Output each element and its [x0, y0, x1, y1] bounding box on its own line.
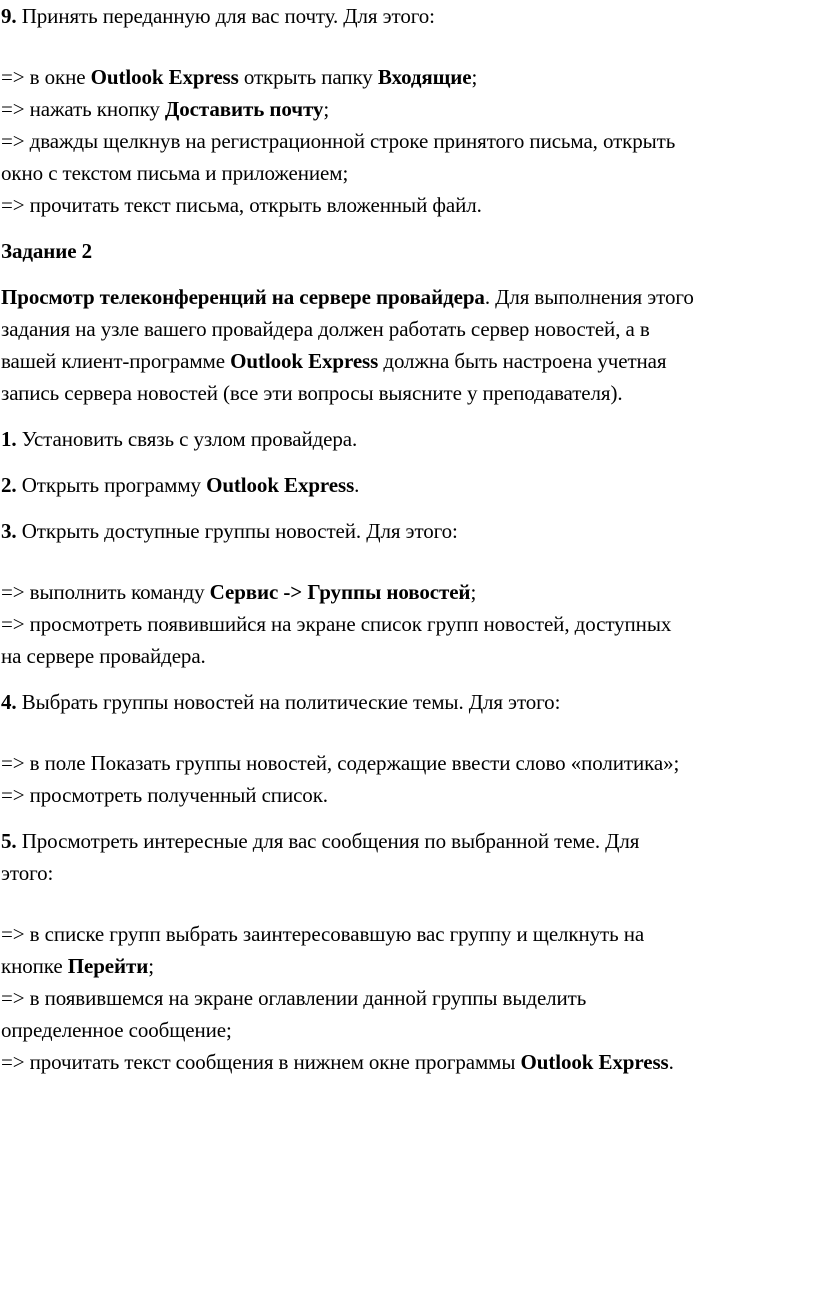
task2-step5-cont: этого:	[1, 861, 54, 885]
step9-item-1: => в окне Outlook Express открыть папку Входящие;	[1, 65, 478, 89]
task2-step1: 1. Установить связь с узлом провайдера.	[1, 427, 358, 451]
task2-intro-line-1: Просмотр телеконференций на сервере провайдера. Для выполнения этого	[1, 285, 694, 309]
step9-item-3-cont: окно с текстом письма и приложением;	[1, 161, 349, 185]
task2-step3-item-2: => просмотреть появившийся на экране список групп новостей, доступных	[1, 612, 672, 636]
task2-step5-item-1-cont: кнопке Перейти;	[1, 954, 154, 978]
task2-step5-item-2: => в появившемся на экране оглавлении данной группы выделить	[1, 986, 587, 1010]
task2-step3-item-2-cont: на сервере провайдера.	[1, 644, 206, 668]
task2-step3: 3. Открыть доступные группы новостей. Для этого:	[1, 519, 458, 543]
task2-step5-item-3: => прочитать текст сообщения в нижнем окне программы Outlook Express.	[1, 1050, 674, 1074]
step9-item-4: => прочитать текст письма, открыть вложенный файл.	[1, 193, 482, 217]
task2-step5-item-2-cont: определенное сообщение;	[1, 1018, 232, 1042]
step9-number: 9.	[1, 4, 17, 28]
step9-item-3: => дважды щелкнув на регистрационной строке принятого письма, открыть	[1, 129, 676, 153]
task2-step4-item-2: => просмотреть полученный список.	[1, 783, 328, 807]
step9-title: 9. Принять переданную для вас почту. Для этого:	[1, 4, 435, 28]
task2-step3-item-1: => выполнить команду Сервис -> Группы новостей;	[1, 580, 477, 604]
task2-intro-line-2: задания на узле вашего провайдера должен работать сервер новостей, а в	[1, 317, 650, 341]
task2-heading: Задание 2	[1, 239, 93, 263]
task2-intro-line-3: вашей клиент-программе Outlook Express должна быть настроена учетная	[1, 349, 667, 373]
task2-step5-item-1: => в списке групп выбрать заинтересовавшую вас группу и щелкнуть на	[1, 922, 645, 946]
task2-step2: 2. Открыть программу Outlook Express.	[1, 473, 360, 497]
task2-step5: 5. Просмотреть интересные для вас сообщения по выбранной теме. Для	[1, 829, 640, 853]
task2-step4-item-1: => в поле Показать группы новостей, содержащие ввести слово «политика»;	[1, 751, 680, 775]
task2-intro-line-4: запись сервера новостей (все эти вопросы выясните у преподавателя).	[1, 381, 623, 405]
task2-step4: 4. Выбрать группы новостей на политические темы. Для этого:	[1, 690, 561, 714]
step9-item-2: => нажать кнопку Доставить почту;	[1, 97, 330, 121]
